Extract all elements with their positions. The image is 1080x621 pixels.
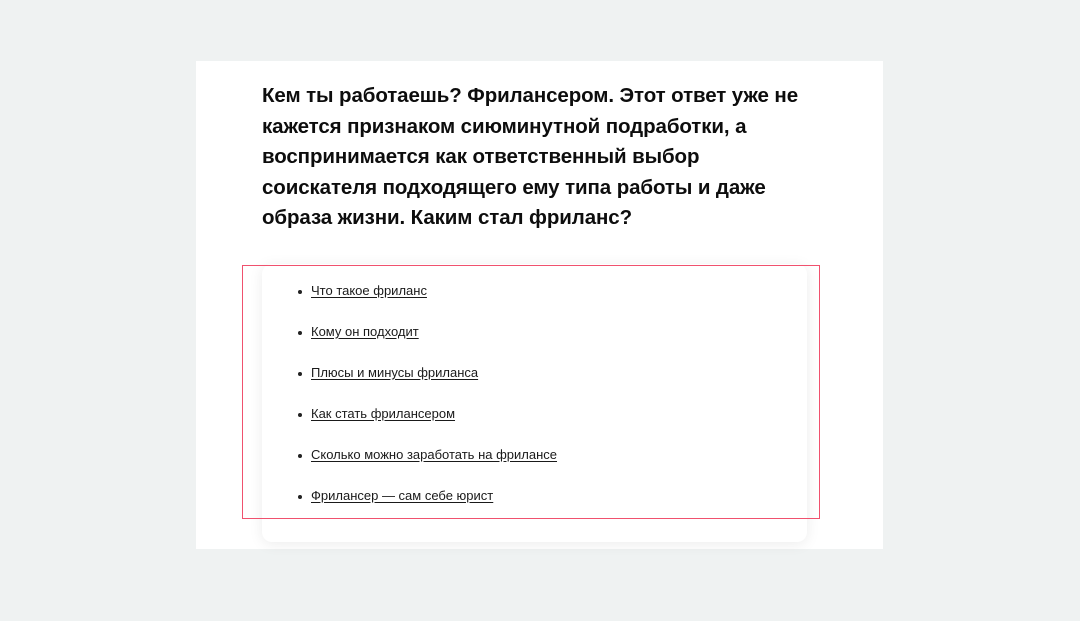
- toc-link-who-it-suits[interactable]: Кому он подходит: [311, 324, 419, 339]
- toc-item: [298, 487, 557, 528]
- bullet-icon: [298, 495, 302, 499]
- toc-item: [298, 446, 557, 487]
- toc-link-how-much-earn[interactable]: Сколько можно заработать на фрилансе: [311, 447, 558, 462]
- toc-link-own-lawyer[interactable]: Фрилансер — сам себе юрист: [311, 488, 494, 503]
- toc-link-pros-and-cons[interactable]: Плюсы и минусы фриланса: [311, 365, 479, 380]
- toc-item: [298, 323, 557, 364]
- bullet-icon: [298, 290, 302, 294]
- bullet-icon: [298, 372, 302, 376]
- toc-item: [298, 364, 557, 405]
- toc-item: [298, 282, 557, 323]
- bullet-icon: [298, 454, 302, 458]
- toc-item: [298, 405, 557, 446]
- article-lead-paragraph: Кем ты работаешь? Фрилансером. Этот ответ уже не кажется признаком сиюминутной подработки, а воспринимается как ответственный выбор соискателя подходящего ему типа работы и даже образа жизни. Каким стал фриланс?: [262, 84, 798, 229]
- bullet-icon: [298, 413, 302, 417]
- toc-list: [298, 282, 557, 528]
- article-container: [196, 61, 883, 549]
- bullet-icon: [298, 331, 302, 335]
- toc-link-what-is-freelance[interactable]: Что такое фриланс: [311, 283, 427, 298]
- table-of-contents: [262, 264, 807, 542]
- toc-link-how-to-become[interactable]: Как стать фрилансером: [311, 406, 456, 421]
